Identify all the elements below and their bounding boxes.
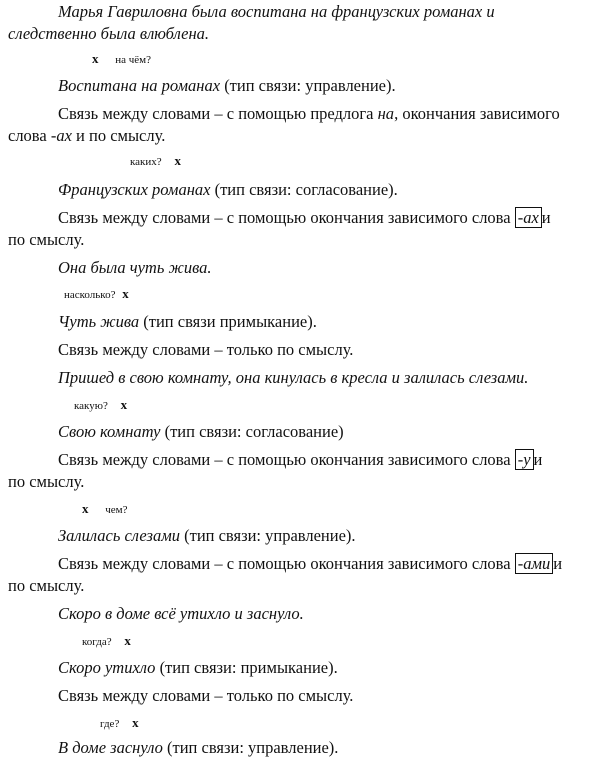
link-type: (тип связи примыкание). <box>139 312 317 331</box>
boxed-ending: -у <box>515 449 534 470</box>
link-description: Связь между словами – только по смыслу. <box>58 686 354 705</box>
question-text: каких? <box>130 156 162 168</box>
phrase-analysis <box>58 526 356 546</box>
question-mark-row <box>82 502 128 517</box>
sentence-1-line-2: следственно была влюблена. <box>8 24 210 43</box>
link-description-line-1 <box>58 208 551 228</box>
x-mark: x <box>122 286 129 301</box>
link-type: (тип связи: согласование) <box>160 422 344 441</box>
question-text: какую? <box>74 400 108 412</box>
question-text: когда? <box>82 636 112 648</box>
text-part: Связь между словами – с помощью предлога <box>58 104 378 123</box>
link-description-line-1 <box>58 554 562 574</box>
boxed-ending: -ах <box>515 207 542 228</box>
link-type: (тип связи: управление). <box>162 738 339 757</box>
phrase-text: Скоро утихло <box>58 658 156 677</box>
question-mark-row <box>92 52 151 67</box>
question-mark-row <box>130 154 181 169</box>
phrase-analysis <box>58 738 338 758</box>
phrase-text: В доме заснуло <box>58 738 163 757</box>
x-mark: x <box>92 51 99 66</box>
sentence-2: Она была чуть жива. <box>58 258 212 277</box>
question-text: насколько? <box>64 289 116 301</box>
text-part: и <box>553 554 563 573</box>
link-description: Связь между словами – только по смыслу. <box>58 340 354 359</box>
phrase-text: Свою комнату <box>58 422 161 441</box>
question-mark-row <box>64 287 129 302</box>
question-text: чем? <box>105 504 128 516</box>
question-mark-row <box>82 634 131 649</box>
text-part: и <box>533 450 543 469</box>
phrase-text: Воспитана на романах <box>58 76 221 95</box>
x-mark: x <box>174 153 181 168</box>
boxed-ending: -ами <box>515 553 554 574</box>
link-description-line-1 <box>58 450 542 470</box>
question-mark-row <box>100 716 139 731</box>
phrase-analysis <box>58 312 317 332</box>
link-type: (тип связи: управление). <box>220 76 396 95</box>
preposition: на <box>377 104 395 123</box>
x-mark: x <box>82 501 89 516</box>
question-mark-row <box>74 398 127 413</box>
link-description-line-2: по смыслу. <box>8 230 85 249</box>
link-type: (тип связи: управление). <box>179 526 356 545</box>
link-description-line-1 <box>58 104 560 124</box>
sentence-3: Пришед в свою комнату, она кинулась в кресла и залилась слезами. <box>58 368 529 387</box>
x-mark: x <box>132 715 139 730</box>
link-type: (тип связи: согласование). <box>210 180 398 199</box>
x-mark: x <box>120 397 128 412</box>
phrase-analysis <box>58 658 338 678</box>
phrase-text: Французских романах <box>58 180 211 199</box>
text-part: Связь между словами – с помощью окончания зависимого слова <box>58 450 515 469</box>
text-part: и <box>541 208 551 227</box>
question-text: на чём? <box>115 54 152 66</box>
phrase-text: Залилась слезами <box>58 526 180 545</box>
link-description-line-2: по смыслу. <box>8 472 85 491</box>
phrase-analysis <box>58 180 398 200</box>
phrase-analysis <box>58 422 344 442</box>
phrase-analysis <box>58 76 396 96</box>
x-mark: x <box>124 633 131 648</box>
text-part: Связь между словами – с помощью окончания зависимого слова <box>58 554 515 573</box>
link-type: (тип связи: примыкание). <box>155 658 338 677</box>
link-description-line-2: по смыслу. <box>8 576 85 595</box>
phrase-text: Чуть жива <box>58 312 140 331</box>
sentence-4: Скоро в доме всё утихло и заснуло. <box>58 604 304 623</box>
ending: -ах <box>50 126 72 145</box>
sentence-1-line-1: Марья Гавриловна была воспитана на французских романах и <box>58 2 495 21</box>
question-text: где? <box>100 718 120 730</box>
text-part: слова <box>8 126 51 145</box>
text-part: Связь между словами – с помощью окончания зависимого слова <box>58 208 515 227</box>
link-description-line-2 <box>8 126 165 146</box>
text-part: , окончания зависимого <box>394 104 560 123</box>
text-part: и по смыслу. <box>71 126 166 145</box>
